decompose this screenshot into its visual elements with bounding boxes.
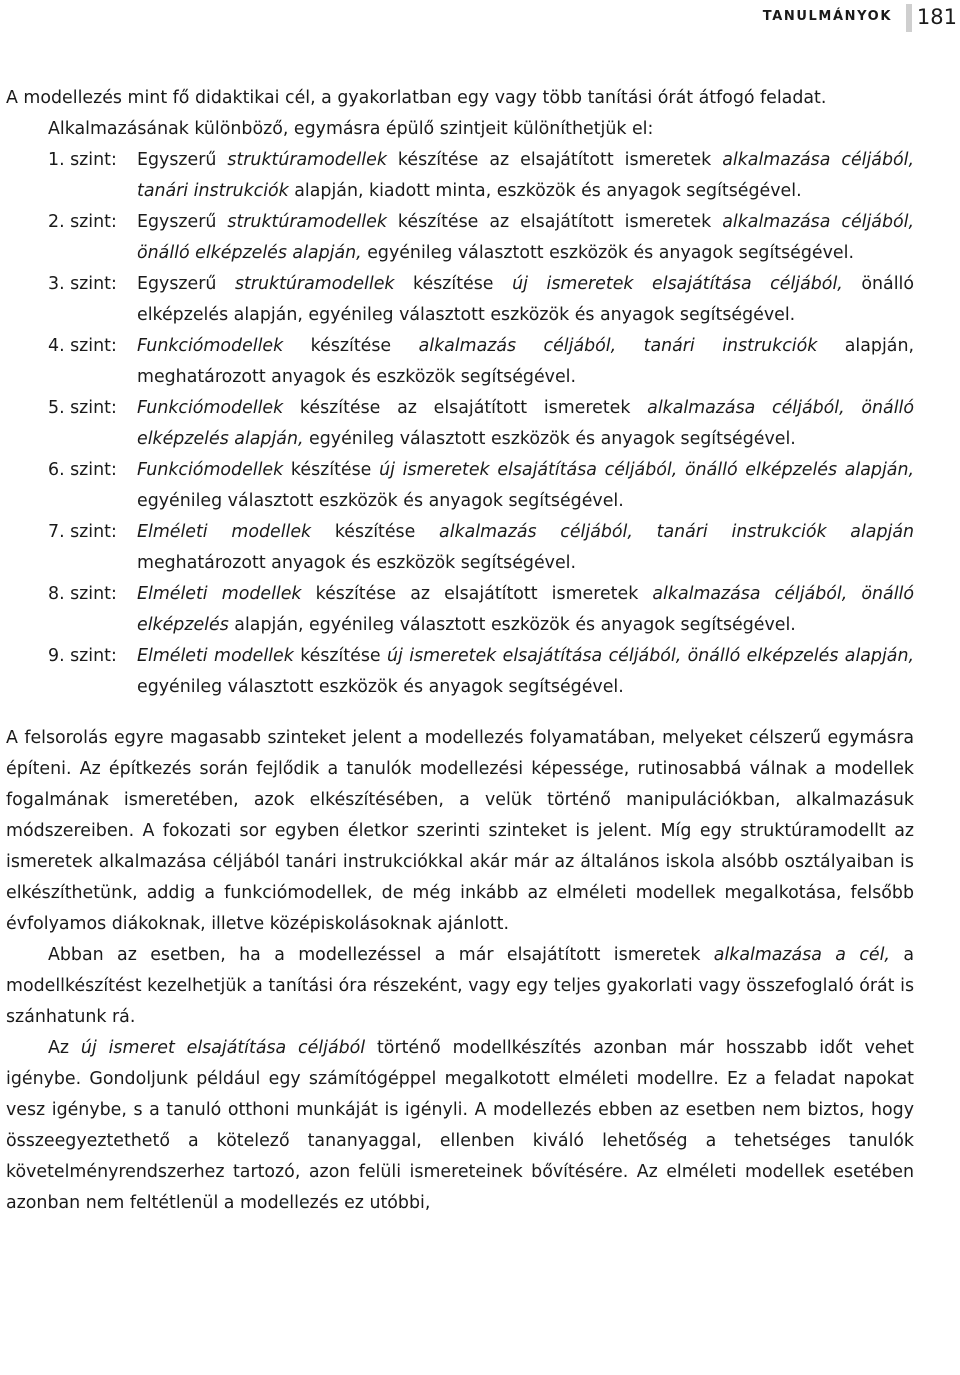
section-spacer bbox=[6, 703, 914, 723]
emphasis-text: alkalmazása céljából, önálló elképzelés alapján, bbox=[137, 212, 915, 263]
emphasis-text: új ismeret elsajátítása céljából bbox=[80, 1038, 366, 1058]
level-item bbox=[6, 393, 914, 455]
emphasis-text: Funkciómodellek bbox=[137, 398, 284, 418]
section-title: TANULMÁNYOK bbox=[762, 9, 892, 24]
emphasis-text: tanári instrukciók bbox=[137, 181, 289, 201]
level-label: 4. szint: bbox=[48, 336, 117, 356]
level-item bbox=[6, 269, 914, 331]
emphasis-text: alkalmazása a cél, bbox=[713, 945, 890, 965]
emphasis-text: struktúramodellek bbox=[227, 212, 387, 232]
page-number: 181 bbox=[916, 5, 957, 29]
levels-intro: Alkalmazásának különböző, egymásra épülő szintjeit különíthetjük el: bbox=[48, 119, 654, 139]
emphasis-text: Funkciómodellek bbox=[137, 460, 284, 480]
level-label: 3. szint: bbox=[48, 274, 117, 294]
intro-paragraph: A modellezés mint fő didaktikai cél, a gyakorlatban egy vagy több tanítási órát átfogó feladat. bbox=[6, 88, 827, 108]
emphasis-text: alkalmazása céljából, bbox=[722, 150, 915, 170]
level-item bbox=[6, 331, 914, 393]
page-body bbox=[6, 83, 914, 1219]
emphasis-text: Elméleti modellek bbox=[137, 646, 294, 666]
level-label: 9. szint: bbox=[48, 646, 117, 666]
emphasis-text: alkalmazása céljából, önálló elképzelés alapján, bbox=[137, 398, 914, 449]
emphasis-text: struktúramodellek bbox=[227, 150, 387, 170]
body-paragraph: A felsorolás egyre magasabb szinteket jelent a modellezés folyamatában, melyeket célszerű egymásra építeni. Az építkezés során fejlődik a tanulók modellezési képessége, rutinosabbá válnak a modellek fogalmának ismeretében, azok elkészítésében, a velük történő manipulációkban, alkalmazásuk módszereiben. A fokozati sor egyben életkor szerinti szinteket is jelent. Míg egy struktúramodellt az ismeretek alkalmazása céljából tanári instrukciókkal akár már az általános iskola alsóbb osztályaiban is elkészíthetünk, addig a funkciómodellek, de még inkább az elméleti modellek megalkotása, felsőbb évfolyamos diákoknak, illetve középiskolásoknak ajánlott. bbox=[6, 728, 914, 934]
level-item bbox=[6, 517, 914, 579]
level-item bbox=[6, 145, 914, 207]
level-item bbox=[6, 579, 914, 641]
levels-list bbox=[6, 145, 914, 703]
level-label: 8. szint: bbox=[48, 584, 117, 604]
level-text: Egyszerű struktúramodellek készítése az elsajátított ismeretek alkalmazása céljából, tanári instrukciók alapján, kiadott minta, eszközök és anyagok segítségével. bbox=[137, 150, 915, 201]
level-text: Elméleti modellek készítése alkalmazás céljából, tanári instrukciók alapján meghatározott anyagok és eszközök segítségével. bbox=[137, 522, 914, 573]
level-text: Egyszerű struktúramodellek készítése új ismeretek elsajátítása céljából, önálló elképzelés alapján, egyénileg választott eszközök és anyagok segítségével. bbox=[137, 274, 915, 325]
level-text: Elméleti modellek készítése az elsajátított ismeretek alkalmazása céljából, önálló elképzelés alapján, egyénileg választott eszközök és anyagok segítségével. bbox=[137, 584, 915, 635]
level-label: 5. szint: bbox=[48, 398, 117, 418]
level-text: Funkciómodellek készítése az elsajátított ismeretek alkalmazása céljából, önálló elképzelés alapján, egyénileg választott eszközök és anyagok segítségével. bbox=[137, 398, 914, 449]
level-text: Elméleti modellek készítése új ismeretek elsajátítása céljából, önálló elképzelés alapján, egyénileg választott eszközök és anyagok segítségével. bbox=[137, 646, 915, 697]
level-item bbox=[6, 207, 914, 269]
emphasis-text: Elméleti modellek bbox=[137, 522, 312, 542]
level-text: Funkciómodellek készítése új ismeretek elsajátítása céljából, önálló elképzelés alapján, egyénileg választott eszközök és anyagok segítségével. bbox=[137, 460, 915, 511]
body-paragraph: Abban az esetben, ha a modellezéssel a már elsajátított ismeretek alkalmazása a cél, a modellkészítést kezelhetjük a tanítási óra részeként, vagy egy teljes gyakorlati vagy összefoglaló órát is szánhatunk rá. bbox=[6, 945, 915, 1027]
body-paragraph: Az új ismeret elsajátítása céljából történő modellkészítés azonban már hosszabb időt vehet igénybe. Gondoljunk például egy számítógéppel megalkotott elméleti modellre. Ez a feladat napokat vesz igénybe, s a tanuló otthoni munkáját is igényli. A modellezés ebben az esetben nem biztos, hogy összeegyeztethető a kötelező tananyaggal, ellenben kiváló lehetőség a tehetséges tanulók követelményrendszerhez tartozó, azon felüli ismereteinek bővítésére. Az elméleti modellek esetében azonban nem feltétlenül a modellezés ez utóbbi, bbox=[6, 1038, 914, 1213]
emphasis-text: Elméleti modellek bbox=[137, 584, 302, 604]
level-text: Egyszerű struktúramodellek készítése az elsajátított ismeretek alkalmazása céljából, önálló elképzelés alapján, egyénileg választott eszközök és anyagok segítségével. bbox=[137, 212, 915, 263]
running-header bbox=[0, 0, 960, 40]
emphasis-text: struktúramodellek bbox=[234, 274, 395, 294]
level-text: Funkciómodellek készítése alkalmazás céljából, tanári instrukciók alapján, meghatározott anyagok és eszközök segítségével. bbox=[137, 336, 914, 387]
emphasis-text: Funkciómodellek bbox=[137, 336, 284, 356]
level-item bbox=[6, 641, 914, 703]
level-label: 6. szint: bbox=[48, 460, 117, 480]
emphasis-text: új ismeretek elsajátítása céljából, önálló elképzelés alapján, bbox=[387, 646, 915, 666]
emphasis-text: új ismeretek elsajátítása céljából, bbox=[512, 274, 843, 294]
emphasis-text: alkalmazás céljából, tanári instrukciók alapján bbox=[439, 522, 914, 542]
emphasis-text: tanári instrukciók bbox=[643, 336, 818, 356]
header-divider bbox=[906, 4, 912, 32]
level-label: 2. szint: bbox=[48, 212, 117, 232]
emphasis-text: alkalmazás céljából, bbox=[418, 336, 617, 356]
emphasis-text: alkalmazása céljából, önálló elképzelés bbox=[137, 584, 915, 635]
emphasis-text: új ismeretek elsajátítása céljából, önálló elképzelés alapján, bbox=[379, 460, 915, 480]
level-item bbox=[6, 455, 914, 517]
level-label: 7. szint: bbox=[48, 522, 117, 542]
level-label: 1. szint: bbox=[48, 150, 117, 170]
